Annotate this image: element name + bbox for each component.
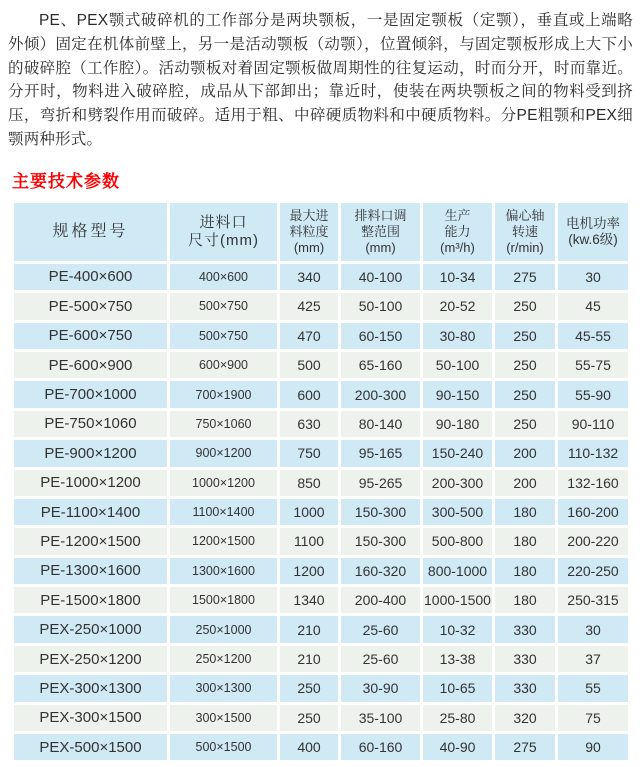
table-cell: 750 xyxy=(280,440,338,466)
table-cell: 340 xyxy=(280,264,338,290)
table-cell: 250 xyxy=(280,675,338,701)
table-cell: 90-110 xyxy=(558,411,628,437)
column-header: 生产 能力 (m³/h) xyxy=(423,203,492,261)
table-cell: 250-315 xyxy=(558,587,628,613)
table-cell: 1340 xyxy=(280,587,338,613)
model-cell: PE-900×1200 xyxy=(14,440,167,466)
table-cell: 1500×1800 xyxy=(170,587,277,613)
table-cell: 500×1500 xyxy=(170,734,277,760)
table-cell: 55-90 xyxy=(558,381,628,407)
table-cell: 10-34 xyxy=(423,264,492,290)
table-cell: 1200 xyxy=(280,558,338,584)
model-cell: PEX-300×1500 xyxy=(14,705,167,731)
table-cell: 500×750 xyxy=(170,323,277,349)
table-cell: 25-60 xyxy=(341,646,420,672)
table-cell: 250 xyxy=(280,705,338,731)
table-cell: 60-150 xyxy=(341,323,420,349)
table-cell: 250 xyxy=(495,352,555,378)
table-cell: 40-90 xyxy=(423,734,492,760)
table-cell: 160-320 xyxy=(341,558,420,584)
table-cell: 300×1300 xyxy=(170,675,277,701)
table-cell: 65-160 xyxy=(341,352,420,378)
table-cell: 10-32 xyxy=(423,616,492,642)
table-cell: 80-140 xyxy=(341,411,420,437)
model-cell: PE-600×750 xyxy=(14,323,167,349)
column-header: 最大进 料粒度 (mm) xyxy=(280,203,338,261)
table-cell: 250 xyxy=(495,381,555,407)
table-cell: 90-150 xyxy=(423,381,492,407)
table-cell: 200-300 xyxy=(341,381,420,407)
table-cell: 37 xyxy=(558,646,628,672)
table-cell: 95-265 xyxy=(341,470,420,496)
table-cell: 30 xyxy=(558,264,628,290)
table-cell: 500-800 xyxy=(423,528,492,554)
model-cell: PE-600×900 xyxy=(14,352,167,378)
table-cell: 50-100 xyxy=(423,352,492,378)
table-cell: 250×1200 xyxy=(170,646,277,672)
table-cell: 750×1060 xyxy=(170,411,277,437)
table-cell: 1000-1500 xyxy=(423,587,492,613)
model-cell: PE-1000×1200 xyxy=(14,470,167,496)
table-cell: 425 xyxy=(280,293,338,319)
table-cell: 300×1500 xyxy=(170,705,277,731)
table-cell: 200 xyxy=(495,440,555,466)
table-cell: 55-75 xyxy=(558,352,628,378)
table-cell: 1000 xyxy=(280,499,338,525)
model-cell: PEX-250×1200 xyxy=(14,646,167,672)
table-cell: 150-300 xyxy=(341,499,420,525)
table-cell: 180 xyxy=(495,558,555,584)
table-cell: 60-160 xyxy=(341,734,420,760)
table-cell: 50-100 xyxy=(341,293,420,319)
table-cell: 470 xyxy=(280,323,338,349)
table-cell: 180 xyxy=(495,499,555,525)
table-cell: 220-250 xyxy=(558,558,628,584)
table-cell: 160-200 xyxy=(558,499,628,525)
table-cell: 20-52 xyxy=(423,293,492,319)
table-cell: 1000×1200 xyxy=(170,470,277,496)
column-header: 电机功率 (kw.6级) xyxy=(558,203,628,261)
column-header: 排料口调 整范围 (mm) xyxy=(341,203,420,261)
table-cell: 600 xyxy=(280,381,338,407)
table-cell: 700×1900 xyxy=(170,381,277,407)
table-cell: 320 xyxy=(495,705,555,731)
table-cell: 150-240 xyxy=(423,440,492,466)
model-cell: PE-1100×1400 xyxy=(14,499,167,525)
table-cell: 200 xyxy=(495,470,555,496)
table-cell: 900×1200 xyxy=(170,440,277,466)
table-cell: 180 xyxy=(495,587,555,613)
table-cell: 180 xyxy=(495,528,555,554)
model-cell: PE-500×750 xyxy=(14,293,167,319)
model-cell: PE-1500×1800 xyxy=(14,587,167,613)
model-cell: PE-700×1000 xyxy=(14,381,167,407)
column-header: 进料口 尺寸(mm) xyxy=(170,203,277,261)
model-cell: PEX-300×1300 xyxy=(14,675,167,701)
table-cell: 1300×1600 xyxy=(170,558,277,584)
table-cell: 40-100 xyxy=(341,264,420,290)
table-cell: 275 xyxy=(495,734,555,760)
table-cell: 300-500 xyxy=(423,499,492,525)
table-cell: 250×1000 xyxy=(170,616,277,642)
table-cell: 35-100 xyxy=(341,705,420,731)
table-cell: 330 xyxy=(495,616,555,642)
table-cell: 250 xyxy=(495,411,555,437)
table-cell: 55 xyxy=(558,675,628,701)
table-cell: 90 xyxy=(558,734,628,760)
table-cell: 95-165 xyxy=(341,440,420,466)
model-cell: PEX-500×1500 xyxy=(14,734,167,760)
table-cell: 13-38 xyxy=(423,646,492,672)
table-cell: 200-400 xyxy=(341,587,420,613)
table-cell: 150-300 xyxy=(341,528,420,554)
table-cell: 500×750 xyxy=(170,293,277,319)
table-cell: 45-55 xyxy=(558,323,628,349)
table-cell: 600×900 xyxy=(170,352,277,378)
table-cell: 30-90 xyxy=(341,675,420,701)
table-cell: 90-180 xyxy=(423,411,492,437)
table-cell: 400 xyxy=(280,734,338,760)
table-cell: 30-80 xyxy=(423,323,492,349)
column-header: 规格型号 xyxy=(14,203,167,261)
table-cell: 275 xyxy=(495,264,555,290)
table-cell: 25-60 xyxy=(341,616,420,642)
table-cell: 1200×1500 xyxy=(170,528,277,554)
table-cell: 45 xyxy=(558,293,628,319)
section-title: 主要技术参数 xyxy=(12,171,120,191)
table-cell: 800-1000 xyxy=(423,558,492,584)
table-cell: 630 xyxy=(280,411,338,437)
table-cell: 250 xyxy=(495,323,555,349)
table-cell: 110-132 xyxy=(558,440,628,466)
model-cell: PE-1300×1600 xyxy=(14,558,167,584)
table-cell: 25-80 xyxy=(423,705,492,731)
table-cell: 400×600 xyxy=(170,264,277,290)
table-cell: 30 xyxy=(558,616,628,642)
model-cell: PE-1200×1500 xyxy=(14,528,167,554)
table-cell: 75 xyxy=(558,705,628,731)
table-cell: 850 xyxy=(280,470,338,496)
table-cell: 210 xyxy=(280,646,338,672)
table-cell: 200-300 xyxy=(423,470,492,496)
intro-paragraph: PE、PEX颚式破碎机的工作部分是两块颚板，一是固定颚板（定颚），垂直或上端略外倾）固定在机体前壁上，另一是活动颚板（动颚），位置倾斜，与固定颚板形成上大下小的破碎腔（工作腔）。活动颚板对着固定颚板做周期性的往复运动，时而分开，时而靠近。分开时，物料进入破碎腔，成品从下部卸出；靠近时，使装在两块颚板之间的物料受到挤压，弯折和劈裂作用而破碎。适用于粗、中碎硬质物料和中硬质物料。分PE粗颚和PEX细颚两种形式。 xyxy=(8,12,633,148)
table-cell: 500 xyxy=(280,352,338,378)
table-cell: 1100×1400 xyxy=(170,499,277,525)
table-cell: 250 xyxy=(495,293,555,319)
table-cell: 1100 xyxy=(280,528,338,554)
specs-table xyxy=(14,203,628,761)
column-header: 偏心轴 转速 (r/min) xyxy=(495,203,555,261)
model-cell: PE-750×1060 xyxy=(14,411,167,437)
table-cell: 330 xyxy=(495,675,555,701)
table-cell: 132-160 xyxy=(558,470,628,496)
table-cell: 10-65 xyxy=(423,675,492,701)
table-cell: 210 xyxy=(280,616,338,642)
table-cell: 200-220 xyxy=(558,528,628,554)
model-cell: PE-400×600 xyxy=(14,264,167,290)
table-cell: 330 xyxy=(495,646,555,672)
model-cell: PEX-250×1000 xyxy=(14,616,167,642)
